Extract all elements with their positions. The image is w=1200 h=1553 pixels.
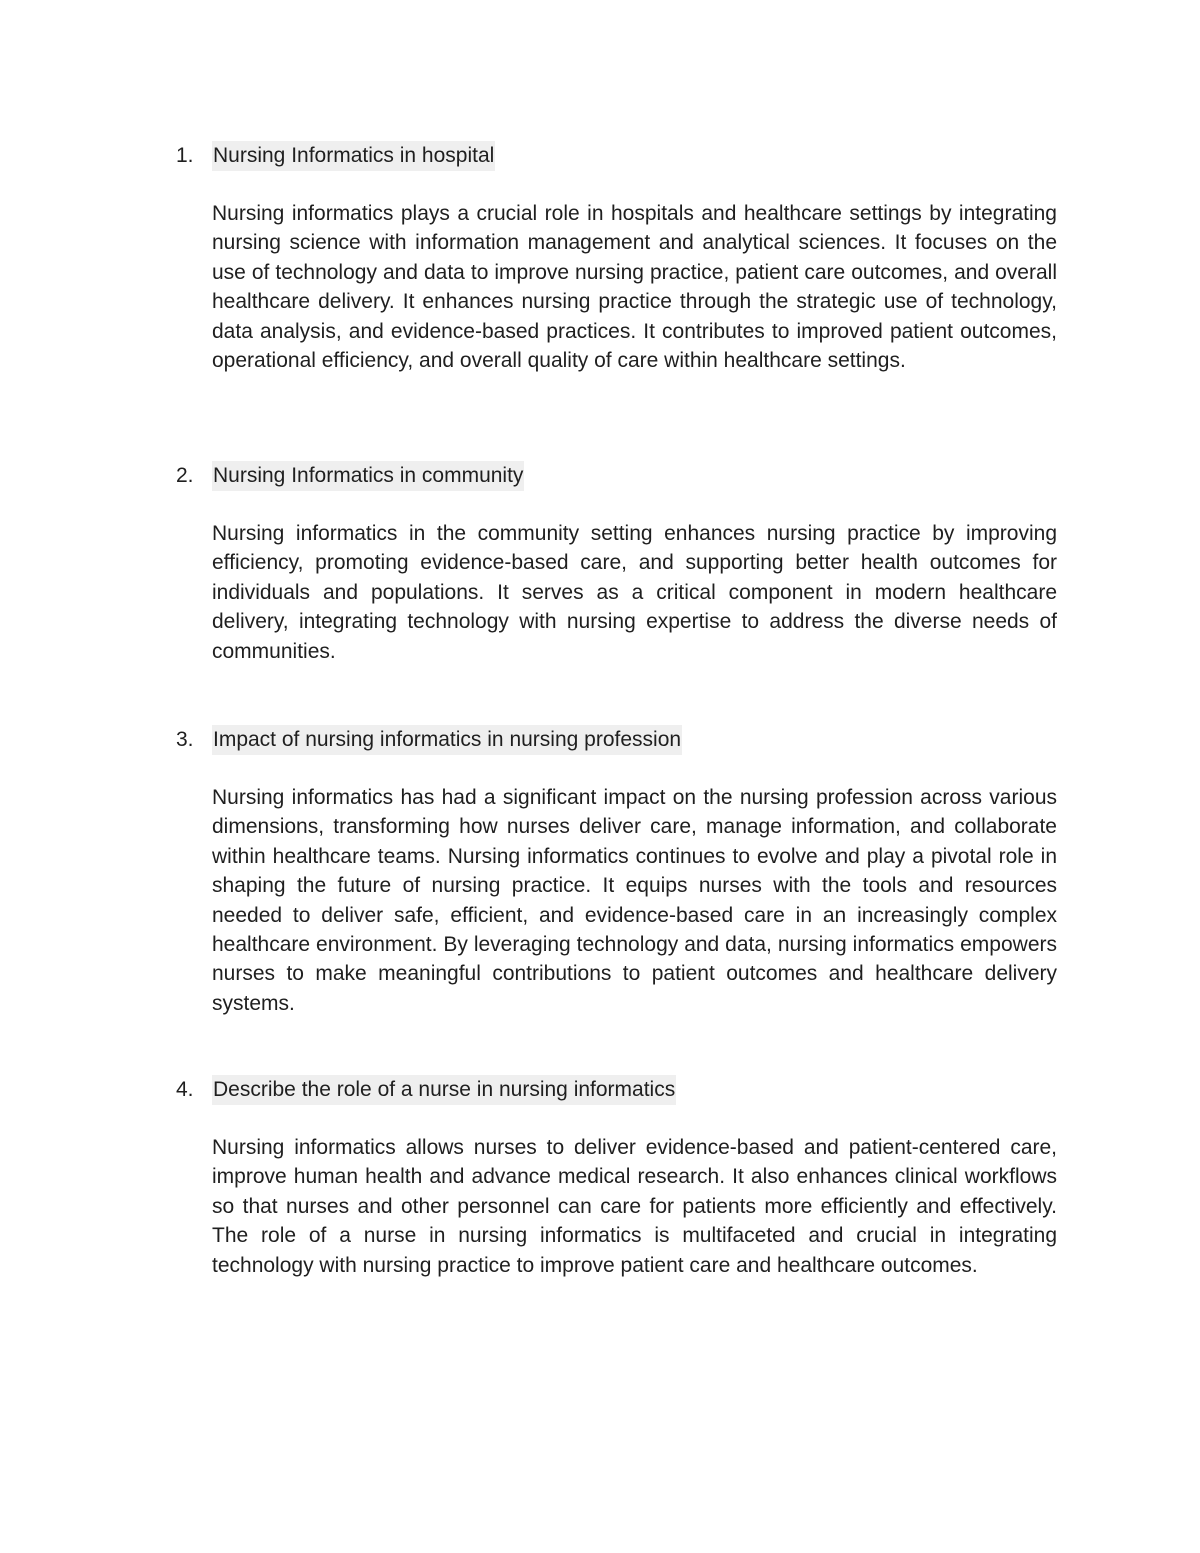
section-heading: Describe the role of a nurse in nursing informatics	[212, 1075, 676, 1105]
section-body: Nursing informatics in the community setting enhances nursing practice by improving efficiency, promoting evidence-based care, and supporting better health outcomes for individuals and populations. It serves as a critical component in modern healthcare delivery, integrating technology with nursing expertise to address the diverse needs of communities.	[212, 522, 1057, 663]
list-number: 3.	[176, 728, 194, 751]
section-body: Nursing informatics allows nurses to deliver evidence-based and patient-centered care, improve human health and advance medical research. It also enhances clinical workflows so that nurses and other personnel can care for patients more efficiently and effectively. The role of a nurse in nursing informatics is multifaceted and crucial in integrating technology with nursing practice to improve patient care and healthcare outcomes.	[212, 1136, 1057, 1277]
section-heading: Impact of nursing informatics in nursing profession	[212, 725, 682, 755]
section-body: Nursing informatics has had a significant impact on the nursing profession across various dimensions, transforming how nurses deliver care, manage information, and collaborate within healthcare teams. Nursing informatics continues to evolve and play a pivotal role in shaping the future of nursing practice. It equips nurses with the tools and resources needed to deliver safe, efficient, and evidence-based care in an increasingly complex healthcare environment. By leveraging technology and data, nursing informatics empowers nurses to make meaningful contributions to patient outcomes and healthcare delivery systems.	[212, 786, 1057, 1015]
section-body: Nursing informatics plays a crucial role in hospitals and healthcare settings by integrating nursing science with information management and analytical sciences. It focuses on the use of technology and data to improve nursing practice, patient care outcomes, and overall healthcare delivery. It enhances nursing practice through the strategic use of technology, data analysis, and evidence-based practices. It contributes to improved patient outcomes, operational efficiency, and overall quality of care within healthcare settings.	[212, 202, 1057, 373]
list-number: 4.	[176, 1078, 194, 1101]
section-heading: Nursing Informatics in hospital	[212, 141, 495, 171]
list-number: 2.	[176, 464, 194, 487]
list-number: 1.	[176, 144, 194, 167]
section-heading: Nursing Informatics in community	[212, 461, 524, 491]
